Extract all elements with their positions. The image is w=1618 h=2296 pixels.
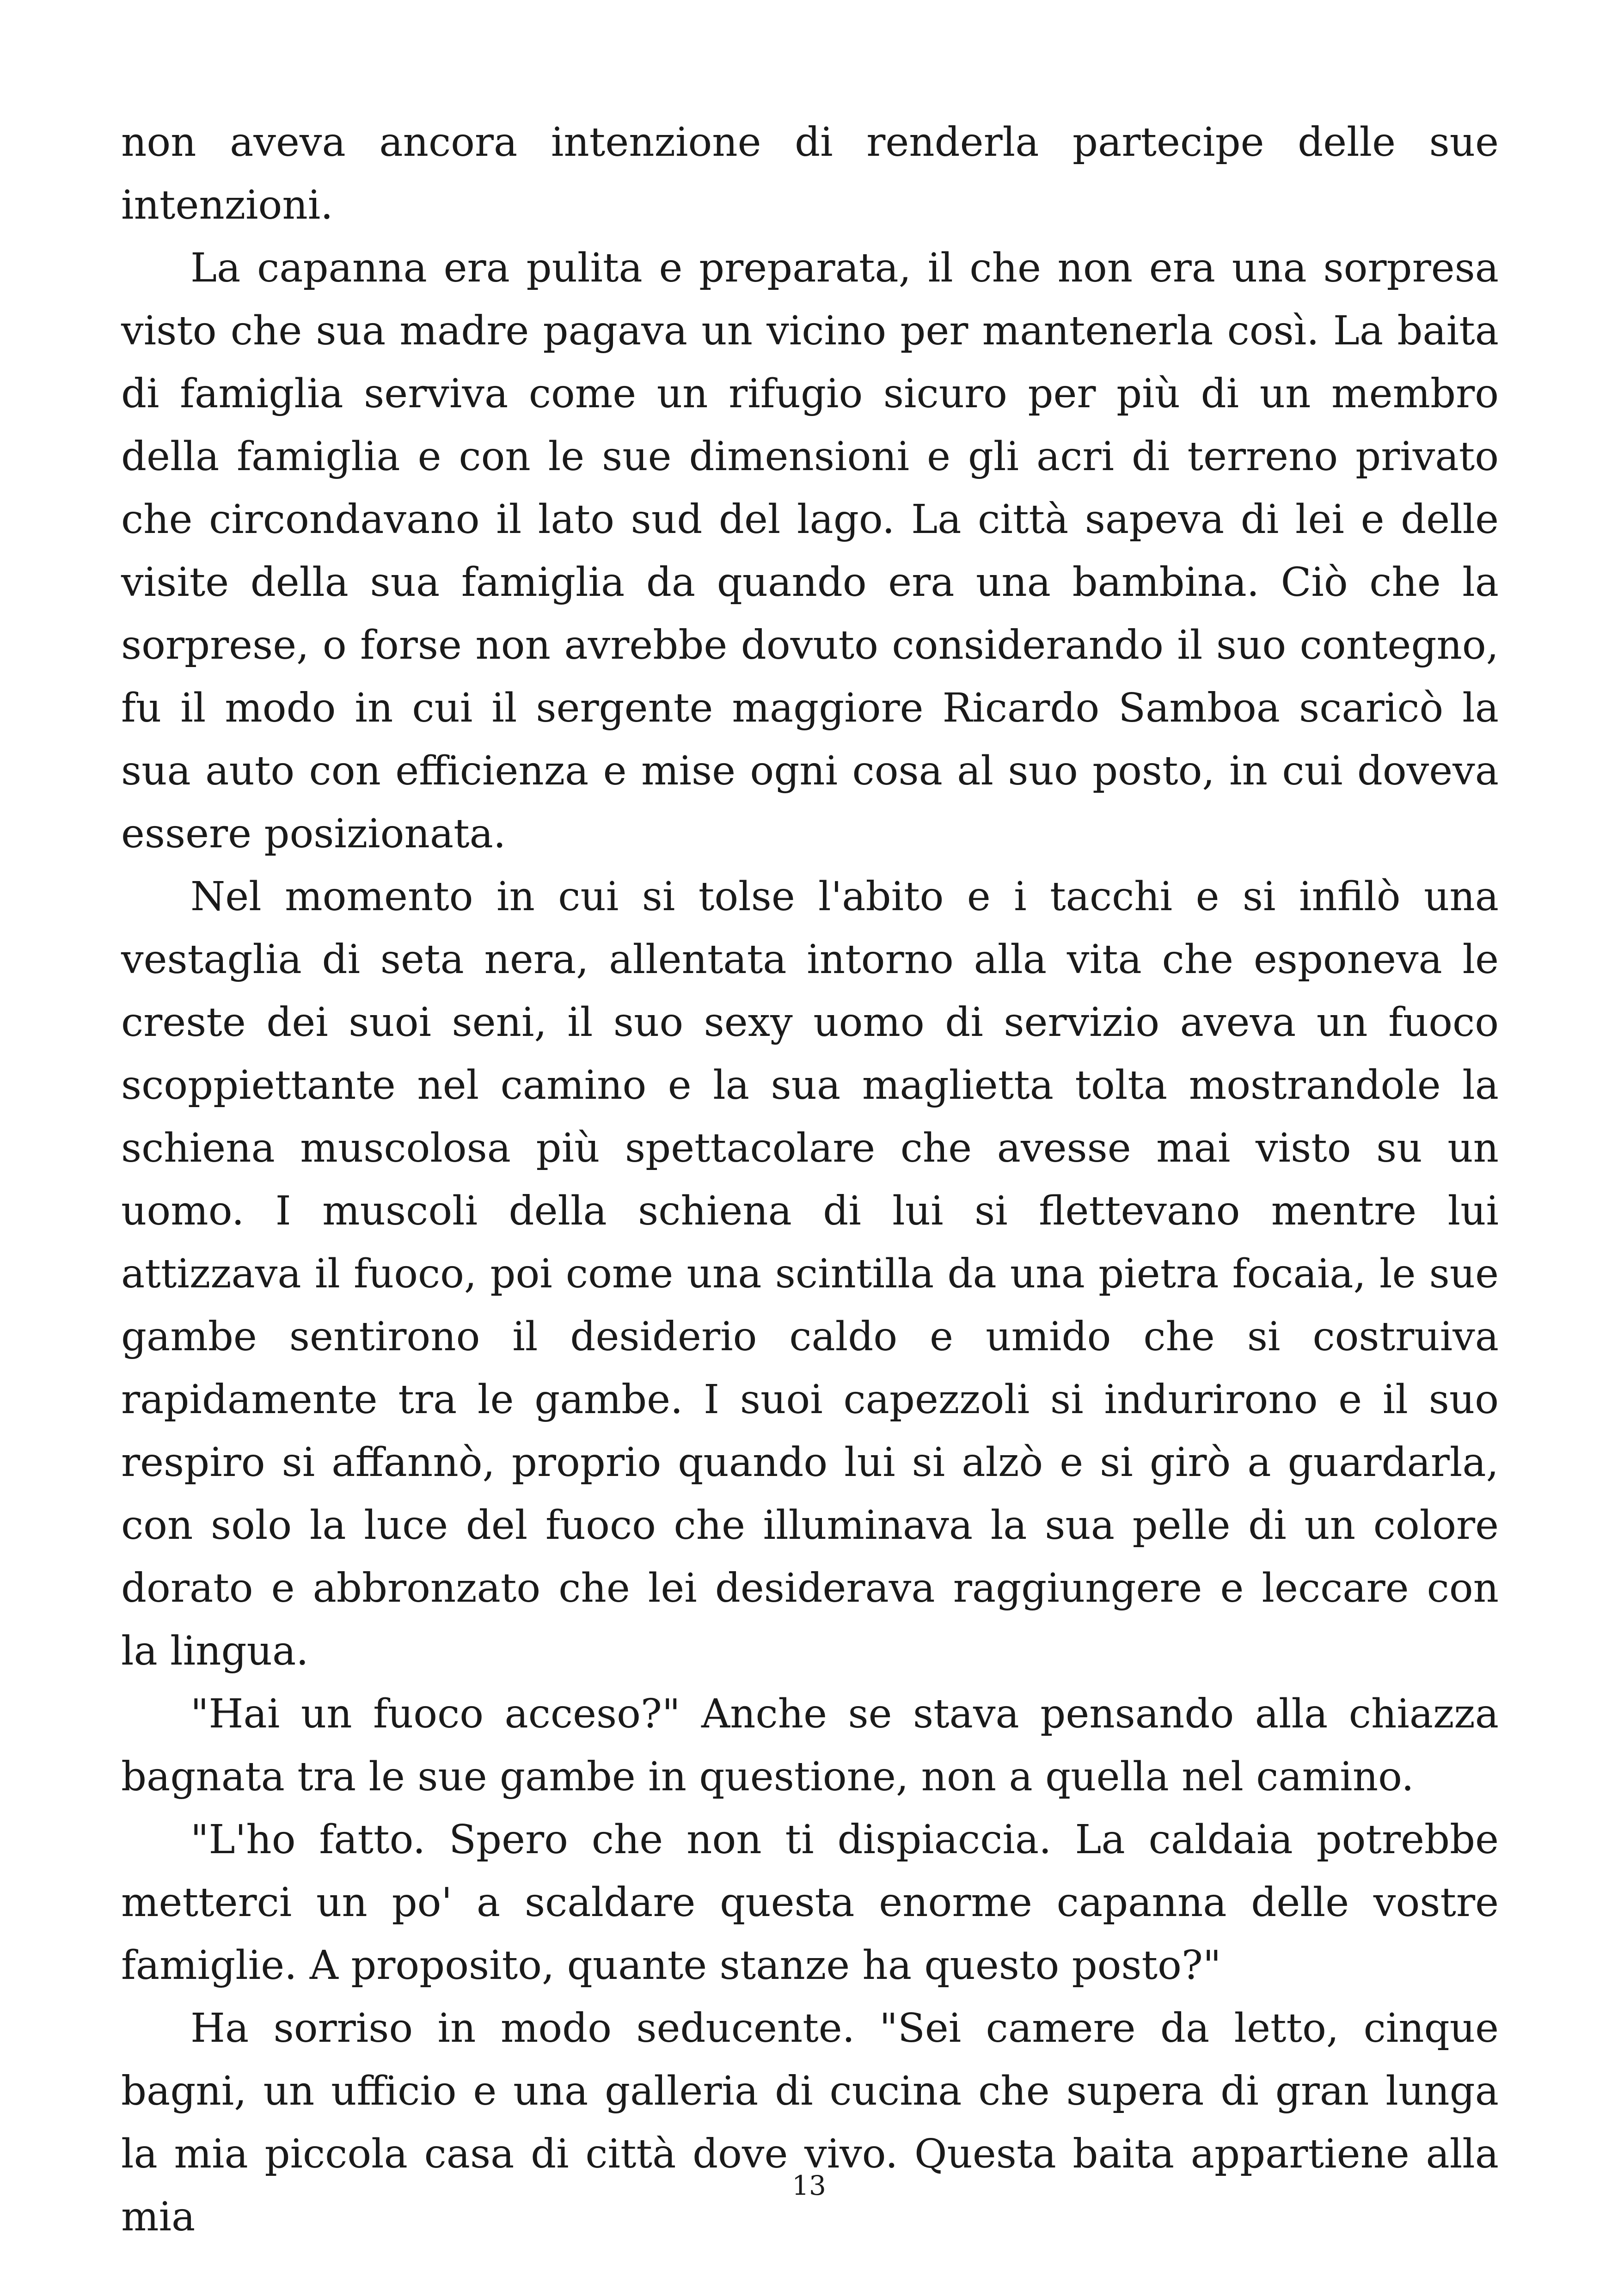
paragraph: non aveva ancora intenzione di renderla partecipe delle sue intenzioni. bbox=[121, 119, 1499, 228]
body-text bbox=[121, 111, 1499, 2248]
paragraph: "L'ho fatto. Spero che non ti dispiaccia. La caldaia potrebbe metterci un po' a scaldare questa enorme capanna delle vostre famiglie. A proposito, quante stanze ha questo posto?" bbox=[121, 1817, 1499, 1989]
paragraph: Nel momento in cui si tolse l'abito e i tacchi e si infilò una vestaglia di seta nera, allentata intorno alla vita che esponeva le creste dei suoi seni, il suo sexy uomo di servizio aveva un fuoco scoppiettante nel camino e la sua maglietta tolta mostrandole la schiena muscolosa più spettacolare che avesse mai visto su un uomo. I muscoli della schiena di lui si flettevano mentre lui attizzava il fuoco, poi come una scintilla da una pietra focaia, le sue gambe sentirono il desiderio caldo e umido che si costruiva rapidamente tra le gambe. I suoi capezzoli si indurirono e il suo respiro si affannò, proprio quando lui si alzò e si girò a guardarla, con solo la luce del fuoco che illuminava la sua pelle di un colore dorato e abbronzato che lei desiderava raggiungere e leccare con la lingua. bbox=[121, 874, 1499, 1674]
paragraph: "Hai un fuoco acceso?" Anche se stava pensando alla chiazza bagnata tra le sue gambe in questione, non a quella nel camino. bbox=[121, 1691, 1499, 1800]
paragraph: La capanna era pulita e preparata, il che non era una sorpresa visto che sua madre pagava un vicino per mantenerla così. La baita di famiglia serviva come un rifugio sicuro per più di un membro della famiglia e con le sue dimensioni e gli acri di terreno privato che circondavano il lato sud del lago. La città sapeva di lei e delle visite della sua famiglia da quando era una bambina. Ciò che la sorprese, o forse non avrebbe dovuto considerando il suo contegno, fu il modo in cui il sergente maggiore Ricardo Samboa scaricò la sua auto con efficienza e mise ogni cosa al suo posto, in cui doveva essere posizionata. bbox=[121, 245, 1499, 857]
page-number: 13 bbox=[792, 2170, 826, 2201]
paragraph: Ha sorriso in modo seducente. "Sei camere da letto, cinque bagni, un ufficio e una galleria di cucina che supera di gran lunga la mia piccola casa di città dove vivo. Questa baita appartiene alla mia bbox=[121, 2005, 1499, 2240]
